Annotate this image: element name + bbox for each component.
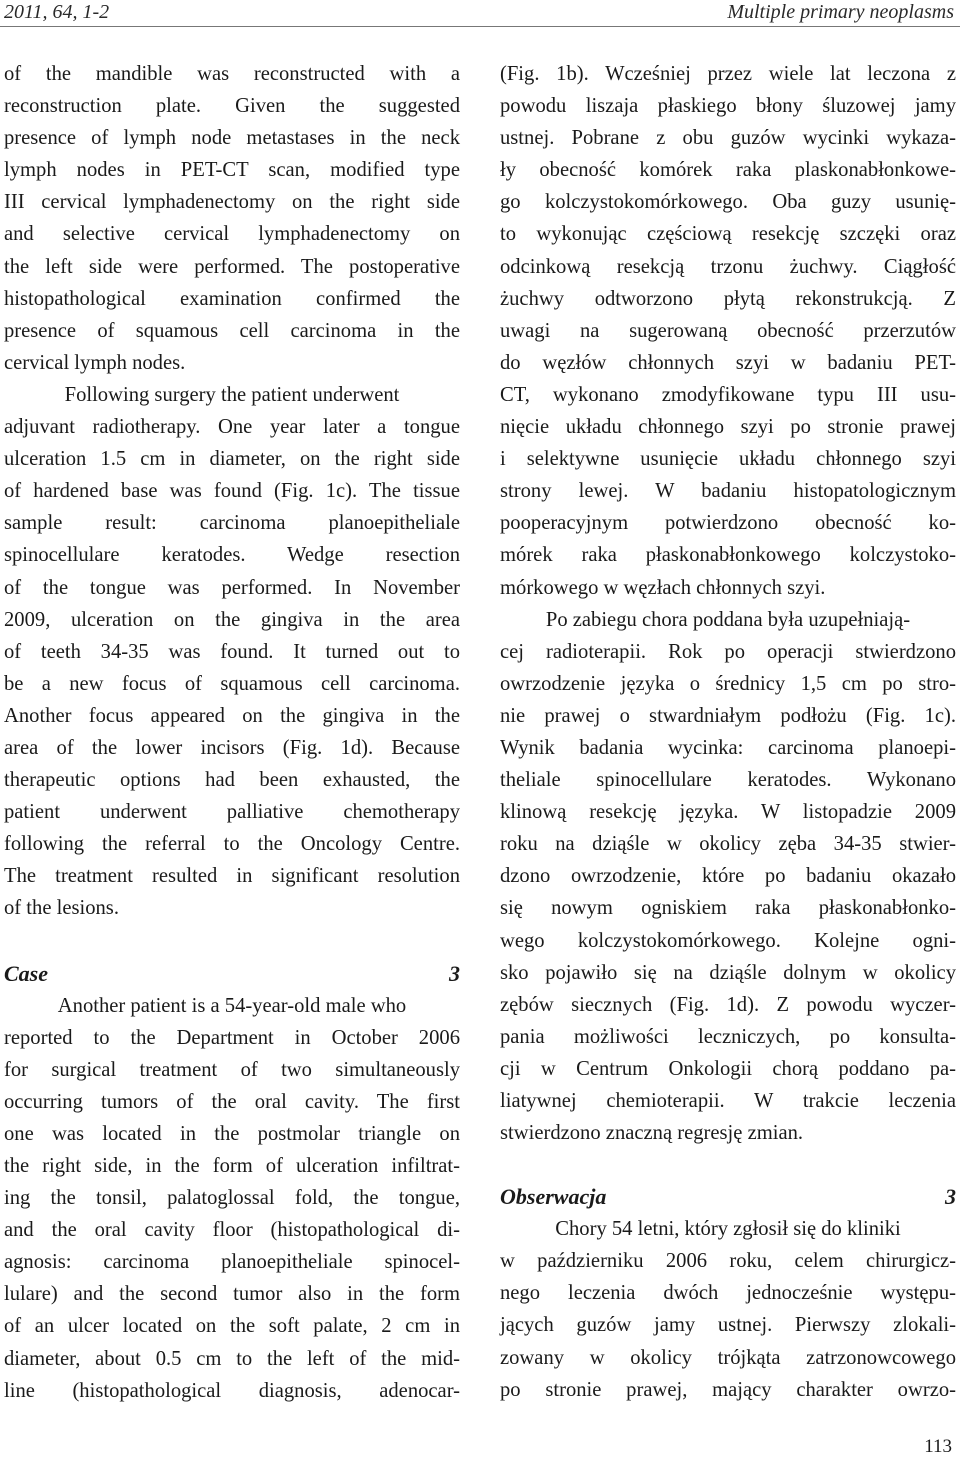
text-line: mórek raka płaskonabłonkowego kolczystoko- [500, 544, 956, 567]
text-line: spinocellulare keratodes. Wedge resection [4, 544, 460, 567]
text-line: uwagi na sugerowaną obecność przerzutów [500, 319, 956, 342]
text-line: III cervical lymphadenectomy on the right side [4, 191, 460, 214]
text-line: ły obecność komórek raka plaskonabłonkowe- [500, 159, 956, 182]
case-heading: Obserwacja 3 [500, 1184, 956, 1210]
text-line: area of the lower incisors (Fig. 1d). Because [4, 736, 460, 759]
text-line: Chory 54 letni, który zgłosił się do kliniki [555, 1218, 901, 1241]
text-line: reported to the Department in October 2006 [4, 1026, 460, 1049]
text-line: therapeutic options had been exhausted, the [4, 769, 460, 792]
text-line: presence of squamous cell carcinoma in the [4, 319, 460, 342]
text-line: jących guzów jamy ustnej. Pierwszy zlokali- [500, 1314, 956, 1337]
text-line: patient underwent palliative chemotherapy [4, 801, 460, 824]
text-line: mórkowego w węzłach chłonnych szyi. [500, 576, 826, 599]
text-line: occurring tumors of the oral cavity. The first [4, 1090, 460, 1113]
running-header [0, 0, 960, 27]
header-rule [0, 26, 960, 27]
text-line: histopathological examination confirmed the [4, 287, 460, 310]
text-line: following the referral to the Oncology Centre. [4, 833, 460, 856]
text-line: owrzodzenie języka o średnicy 1,5 cm po stro- [500, 672, 956, 695]
text-line: zębów siecznych (Fig. 1d). Z powodu wyczer- [500, 993, 956, 1016]
text-line: sko pojawiło się na dziąśle dolnym w okolicy [500, 961, 956, 984]
text-line: of hardened base was found (Fig. 1c). The tissue [4, 480, 460, 503]
text-line: nie prawej o stwardniałym podłożu (Fig. 1c). [500, 704, 956, 727]
text-line: roku na dziąśle w okolicy zęba 34-35 stwier- [500, 833, 956, 856]
text-line: diameter, about 0.5 cm to the left of the mid- [4, 1347, 460, 1370]
case-heading: Case 3 [4, 960, 460, 986]
section-title: Multiple primary neoplasms [727, 1, 954, 23]
text-line: of the mandible was reconstructed with a [4, 63, 460, 85]
text-line: one was located in the postmolar triangle on [4, 1122, 460, 1145]
text-line: presence of lymph node metastases in the neck [4, 127, 460, 150]
text-line: the left side were performed. The postoperative [4, 255, 460, 278]
text-line: i selektywne usunięcie układu chłonnego szyi [500, 448, 956, 471]
text-line: pania możliwości leczniczych, po konsulta- [500, 1025, 956, 1048]
text-line: line (histopathological diagnosis, adenocar- [4, 1379, 460, 1402]
text-line: ing the tonsil, palatoglossal fold, the tongue, [4, 1187, 460, 1210]
text-line: of teeth 34-35 was found. It turned out to [4, 640, 460, 663]
text-line: the right side, in the form of ulceration infiltrat- [4, 1155, 460, 1177]
text-line: żuchwy odtworzono płytą rekonstrukcją. Z [500, 287, 956, 310]
journal-citation: 2011, 64, 1-2 [4, 1, 110, 23]
english-column [4, 58, 460, 1407]
text-line: reconstruction plate. Given the suggested [4, 95, 460, 118]
text-line: ulceration 1.5 cm in diameter, on the right side [4, 448, 460, 471]
text-line: Po zabiegu chora poddana była uzupełniają- [545, 608, 911, 631]
text-line: of the tongue was performed. In November [4, 576, 460, 599]
text-line: and selective cervical lymphadenectomy on [4, 223, 460, 246]
text-line: do węzłów chłonnych szyi w badaniu PET- [500, 351, 956, 374]
text-line: Wynik badania wycinka: carcinoma planoepi- [500, 736, 956, 759]
text-line: cej radioterapii. Rok po operacji stwierdzono [500, 640, 956, 663]
text-line: zowany w okolicy trójkąta zatrzonowcowego [500, 1346, 956, 1369]
text-line: cervical lymph nodes. [4, 351, 186, 374]
text-line: and the oral cavity floor (histopathological di- [4, 1219, 460, 1242]
text-line: to wykonując częściową resekcję szczęki oraz [500, 223, 956, 246]
text-line: adjuvant radiotherapy. One year later a tongue [4, 416, 460, 439]
text-line: klinową resekcję języka. W listopadzie 2009 [500, 801, 956, 824]
text-line: CT, wykonano zmodyfikowane typu III usu- [500, 383, 956, 406]
text-line: w październiku 2006 roku, celem chirurgicz- [500, 1250, 956, 1273]
polish-column [500, 58, 956, 1406]
text-line: lulare) and the second tumor also in the form [4, 1283, 460, 1306]
text-line: się nowym ogniskiem raka płaskonabłonko- [500, 897, 956, 920]
text-line: theliale spinocellulare keratodes. Wykonano [500, 769, 956, 792]
text-line: powodu liszaja płaskiego błony śluzowej jamy [500, 95, 956, 118]
text-line: sample result: carcinoma planoepitheliale [4, 512, 460, 535]
text-line: lymph nodes in PET-CT scan, modified type [4, 159, 460, 182]
text-line: 2009, ulceration on the gingiva in the area [4, 608, 460, 631]
text-line: dzono owrzodzenie, które po badaniu okazało [500, 865, 956, 888]
text-line: Another patient is a 54-year-old male who [57, 994, 407, 1017]
text-line: pooperacyjnym potwierdzono obecność ko- [500, 512, 956, 535]
text-line: wego kolczystokomórkowego. Kolejne ogni- [500, 929, 956, 952]
text-line: strony lewej. W badaniu histopatologicznym [500, 480, 956, 503]
text-line: stwierdzono znaczną regresję zmian. [500, 1122, 804, 1145]
text-line: (Fig. 1b). Wcześniej przez wiele lat leczona z [500, 63, 956, 85]
text-line: ustnej. Pobrane z obu guzów wycinki wykaza- [500, 127, 956, 150]
text-line: nego leczenia dwóch jednocześnie występu- [500, 1282, 956, 1305]
text-line: of the lesions. [4, 897, 119, 920]
text-line: be a new focus of squamous cell carcinoma. [4, 672, 460, 695]
text-line: Another focus appeared on the gingiva in the [4, 704, 460, 727]
text-line: of an ulcer located on the soft palate, 2 cm in [4, 1315, 460, 1338]
text-line: agnosis: carcinoma planoepitheliale spinocel- [4, 1251, 460, 1274]
text-line: nięcie układu chłonnego szyi po stronie prawej [500, 416, 956, 439]
text-line: po stronie prawej, mający charakter owrzo- [500, 1378, 956, 1401]
text-line: The treatment resulted in significant resolution [4, 865, 460, 888]
text-line: odcinkową resekcją trzonu żuchwy. Ciągłość [500, 255, 956, 278]
text-line: Following surgery the patient underwent [64, 383, 400, 406]
text-line: go kolczystokomórkowego. Oba guzy usunię- [500, 191, 956, 214]
text-line: liatywnej chemioterapii. W trakcie leczenia [500, 1090, 956, 1112]
page-number: 113 [924, 1436, 952, 1457]
text-line: cji w Centrum Onkologii chorą poddano pa- [500, 1057, 956, 1080]
text-line: for surgical treatment of two simultaneously [4, 1058, 460, 1081]
